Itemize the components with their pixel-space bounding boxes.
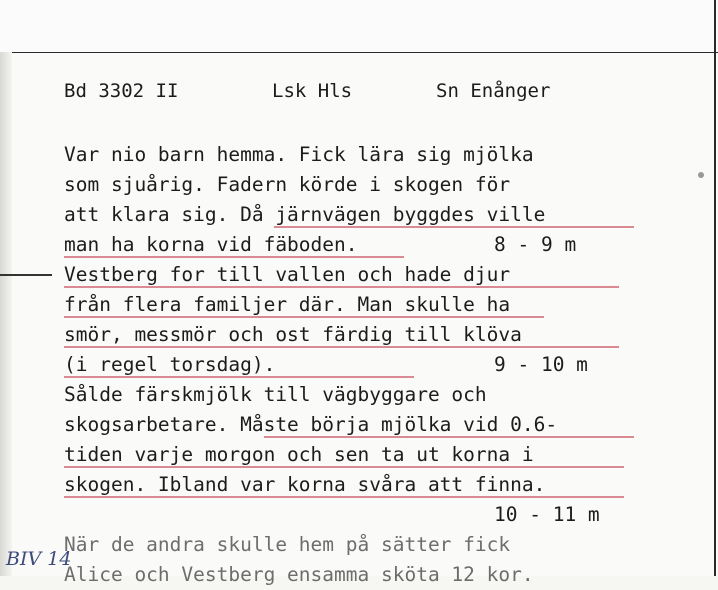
underline-mark [274,226,634,228]
margin-handwritten-note: BIV 14 [6,548,72,570]
card-header [64,80,678,110]
underline-mark [264,436,634,438]
socken-label: Sn Enånger [436,80,551,102]
underline-mark [64,346,619,348]
underline-mark [64,376,414,378]
archive-card: Bd 3302 II Lsk Hls Sn Enånger Var nio barn hemma. Fick lära sig mjölka som sjuårig. Fadern körde i skogen för att klara sig. Då järnvägen byggdes ville man ha korna vid fäboden. 8 - 9 m Vestberg for till vallen och hade djur från flera familjer där. Man skulle ha smör, messmör och ost färdig till klöva (i regel torsdag). 9 - 10 m Sålde färskmjölk till vägbyggare och skogsarbetare. Måste börja mjölka vid 0.6- tiden varje morgon och sen ta ut korna i skogen. Ibland var korna svåra att finna. 10 - 11 m När de andra skulle hem på sätter fick Alice och Vestberg ensamma sköta 12 kor. BIV 14 [0,0,718,576]
underline-mark [64,286,619,288]
ink-dot [698,172,704,178]
underline-mark [64,496,624,498]
landskap-label: Lsk Hls [272,80,353,102]
card-right-border [714,0,716,576]
time-range: 8 - 9 m [494,233,577,256]
underline-mark [64,256,404,258]
time-range: 9 - 10 m [494,353,588,376]
margin-tick [0,274,52,276]
card-top-edge [0,0,718,53]
card-left-shadow [0,52,12,576]
underline-mark [64,316,544,318]
underline-mark [64,466,624,468]
archive-code: Bd 3302 II [64,80,179,102]
time-range: 10 - 11 m [494,503,600,526]
